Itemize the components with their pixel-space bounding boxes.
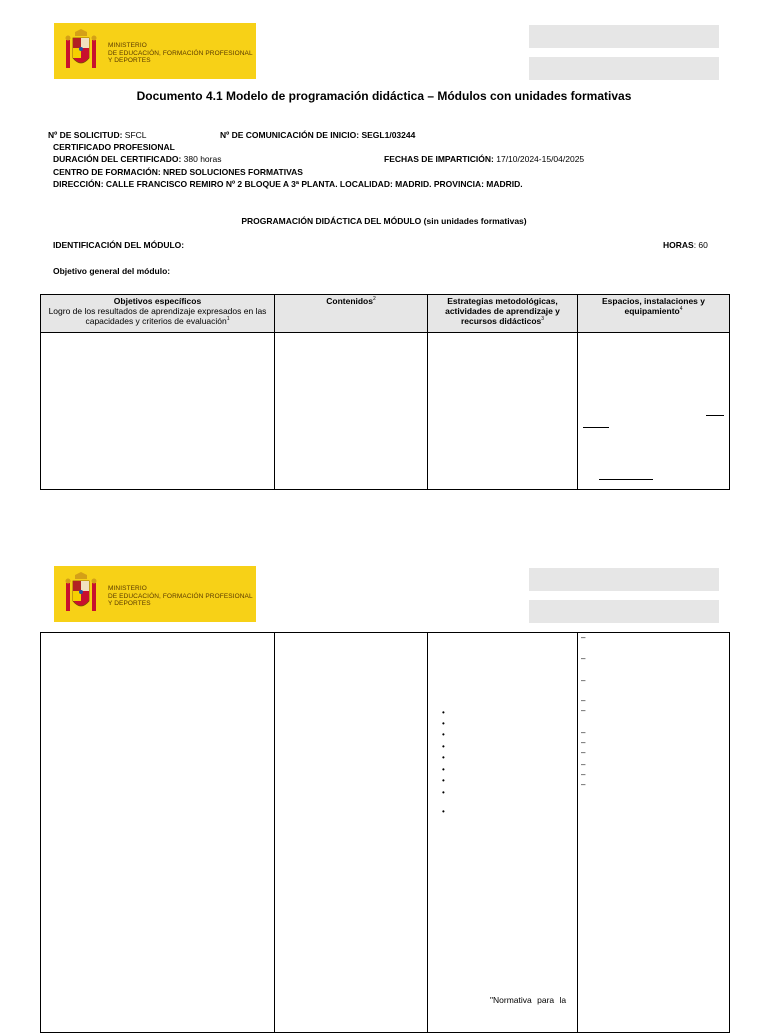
objetivo-line — [53, 266, 170, 276]
underline-mark — [599, 479, 653, 480]
header-title: Espacios, instalaciones y equipamiento — [602, 296, 705, 316]
ministry-line: MINISTERIO — [108, 42, 147, 49]
bullet-mark: • — [442, 708, 445, 717]
bullet-mark: • — [442, 730, 445, 739]
header-sub: Logro de los resultados de aprendizaje expresados en las capacidades y criterios de evaluación — [48, 306, 267, 326]
bullet-mark: • — [442, 742, 445, 751]
header-field-2 — [529, 57, 719, 80]
normativa-text: "Normativa para la — [490, 995, 567, 1005]
dash-mark: – — [581, 706, 586, 715]
ministry-logo — [54, 566, 256, 622]
duracion-line — [53, 154, 221, 164]
header-espacios — [578, 295, 730, 333]
solicitud-label: Nº DE SOLICITUD: — [48, 130, 123, 140]
cell-contenidos — [275, 633, 428, 1033]
ministry-line: DE EDUCACIÓN, FORMACIÓN PROFESIONAL — [108, 49, 253, 57]
dash-mark: – — [581, 654, 586, 663]
cell-estrategias — [428, 333, 578, 490]
solicitud-value: SFCL — [122, 130, 147, 140]
duracion-label: DURACIÓN DEL CERTIFICADO: — [53, 154, 182, 164]
footnote-ref: 4 — [679, 306, 683, 313]
identificacion-line — [53, 240, 184, 250]
underline-mark — [706, 415, 724, 416]
horas-line — [663, 240, 708, 250]
underline-mark — [583, 427, 609, 428]
coat-of-arms-icon — [64, 571, 98, 617]
dash-mark: – — [581, 748, 586, 757]
footnote-ref: 1 — [226, 316, 230, 323]
solicitud-line — [48, 130, 147, 140]
section-title: PROGRAMACIÓN DIDÁCTICA DEL MÓDULO (sin unidades formativas) — [241, 216, 527, 226]
centro-label: CENTRO DE FORMACIÓN: NRED SOLUCIONES FORMATIVAS — [53, 167, 303, 177]
bullet-mark: • — [442, 753, 445, 762]
cell-objetivos — [41, 633, 275, 1033]
header-title: Estrategias metodológicas, actividades de aprendizaje y recursos didácticos — [445, 296, 560, 326]
header-field-1 — [529, 25, 719, 48]
dash-mark: – — [581, 738, 586, 747]
certificado-line — [53, 142, 175, 152]
footnote-ref: 2 — [372, 296, 376, 303]
dash-mark: – — [581, 696, 586, 705]
horas-value: : 60 — [693, 240, 708, 250]
ministry-line: DE EDUCACIÓN, FORMACIÓN PROFESIONAL — [108, 592, 253, 600]
programacion-table-continued — [40, 632, 730, 1033]
ministry-name — [108, 42, 253, 65]
bullet-mark: • — [442, 788, 445, 797]
comunicacion-value: SEGL1/03244 — [359, 130, 416, 140]
bullet-mark: • — [442, 765, 445, 774]
horas-label: HORAS — [663, 240, 694, 250]
table-header-row — [41, 295, 730, 333]
centro-line — [53, 167, 303, 177]
coat-of-arms-icon — [64, 28, 98, 74]
direccion-label: DIRECCIÓN: CALLE FRANCISCO REMIRO Nº 2 BLOQUE A 3ª PLANTA. LOCALIDAD: MADRID. PROVINCIA: MADRID. — [53, 179, 523, 189]
header-title: Contenidos — [326, 296, 373, 306]
dash-mark: – — [581, 676, 586, 685]
identificacion-label: IDENTIFICACIÓN DEL MÓDULO: — [53, 240, 185, 250]
header-title: Objetivos específicos — [113, 296, 202, 306]
direccion-line — [53, 179, 523, 189]
header-estrategias — [428, 295, 578, 333]
objetivo-label: Objetivo general del módulo: — [53, 266, 171, 276]
bullet-mark: • — [442, 719, 445, 728]
dash-mark: – — [581, 633, 586, 642]
fechas-label: FECHAS DE IMPARTICIÓN: — [384, 154, 494, 164]
header-field-1 — [529, 568, 719, 591]
cell-objetivos — [41, 333, 275, 490]
dash-mark: – — [581, 728, 586, 737]
dash-mark: – — [581, 770, 586, 779]
duracion-value: 380 horas — [181, 154, 222, 164]
certificado-label: CERTIFICADO PROFESIONAL — [53, 142, 175, 152]
cell-estrategias — [428, 633, 578, 1033]
header-field-2 — [529, 600, 719, 623]
ministry-line: Y DEPORTES — [108, 600, 151, 607]
comunicacion-line — [220, 130, 415, 140]
fechas-line — [384, 154, 584, 164]
dash-mark: – — [581, 780, 586, 789]
ministry-name — [108, 585, 253, 608]
ministry-line: MINISTERIO — [108, 585, 147, 592]
header-contenidos — [275, 295, 428, 333]
bullet-mark: • — [442, 807, 445, 816]
ministry-logo — [54, 23, 256, 79]
cell-contenidos — [275, 333, 428, 490]
cell-espacios — [578, 633, 730, 1033]
dash-mark: – — [581, 760, 586, 769]
comunicacion-label: Nº DE COMUNICACIÓN DE INICIO: — [220, 130, 360, 140]
fechas-value: 17/10/2024-15/04/2025 — [493, 154, 585, 164]
table-row — [41, 633, 730, 1033]
document-title: Documento 4.1 Modelo de programación didáctica – Módulos con unidades formativas — [136, 89, 632, 103]
header-objetivos — [41, 295, 275, 333]
ministry-line: Y DEPORTES — [108, 57, 151, 64]
programacion-table — [40, 294, 730, 490]
table-row — [41, 333, 730, 490]
cell-espacios — [578, 333, 730, 490]
bullet-mark: • — [442, 776, 445, 785]
footnote-ref: 3 — [541, 316, 545, 323]
